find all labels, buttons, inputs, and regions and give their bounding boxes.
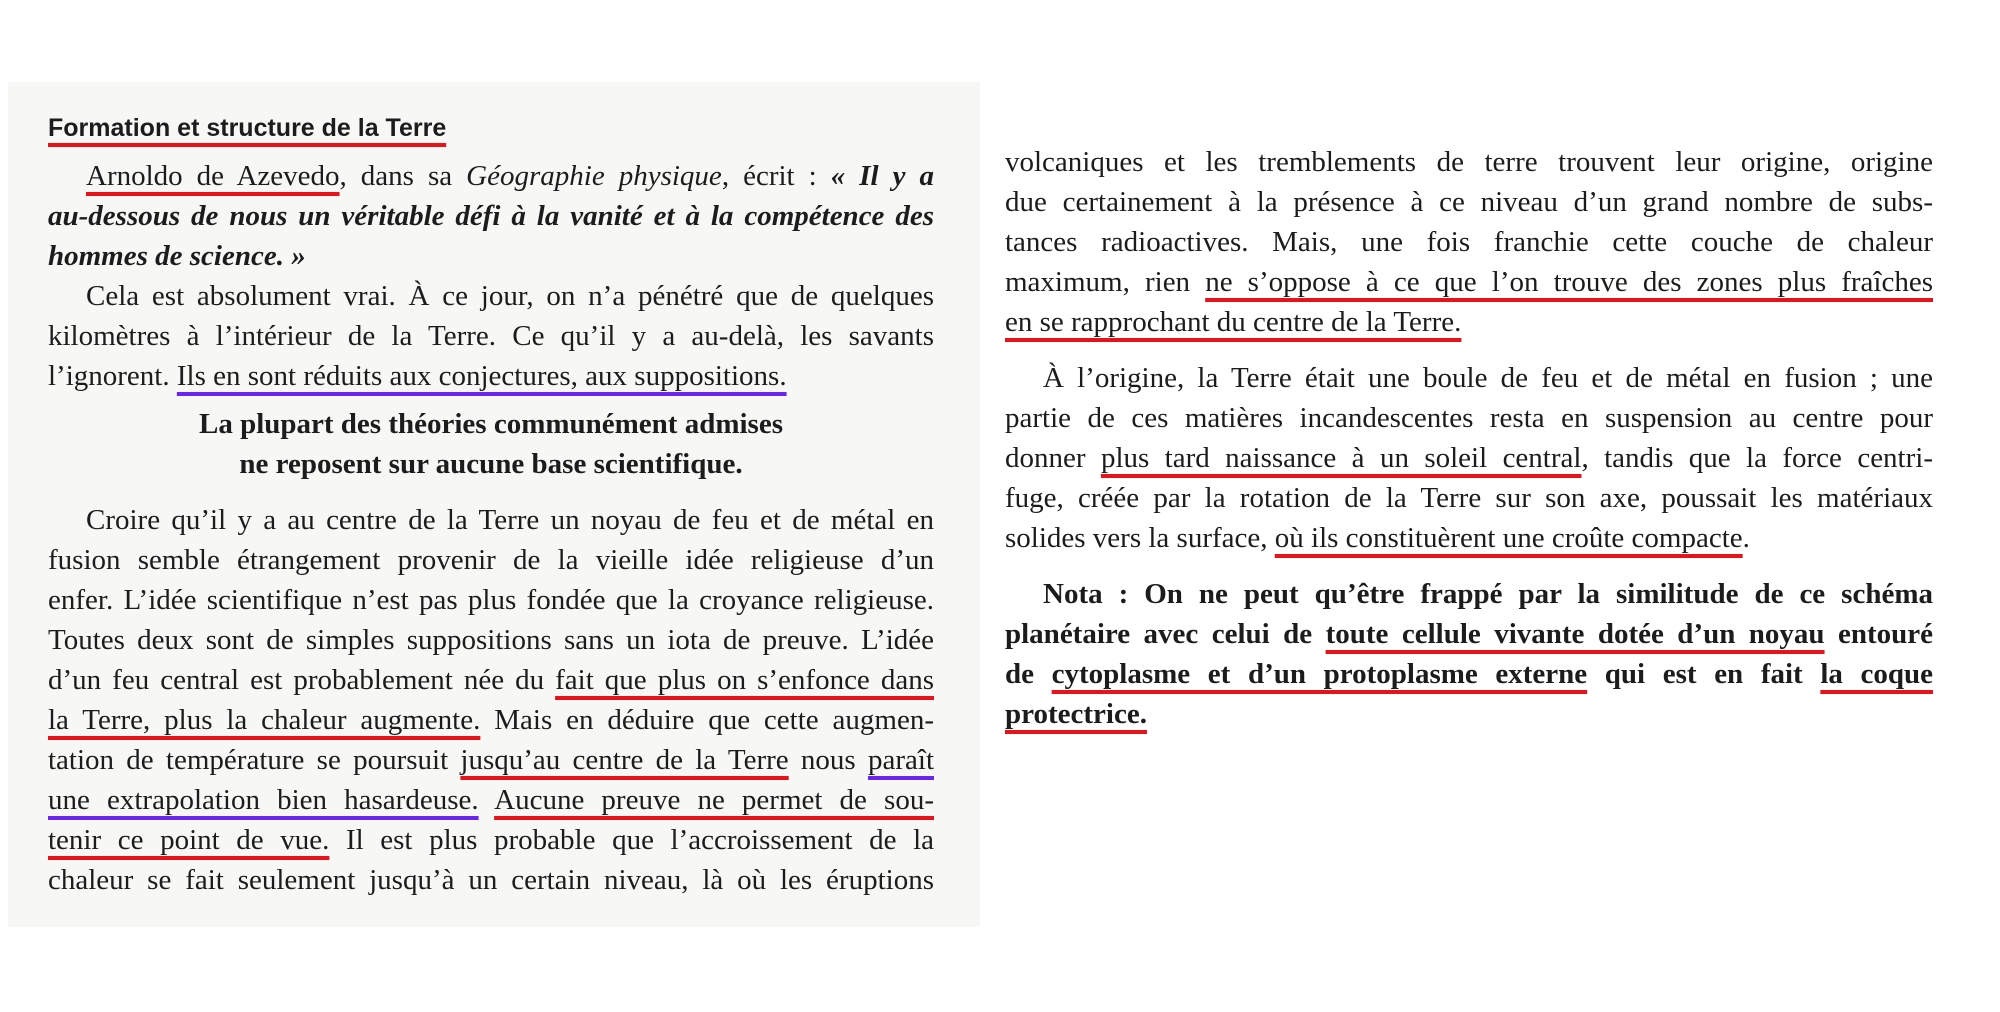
right-column xyxy=(1005,142,1933,734)
author-name: Arnoldo de Azevedo xyxy=(86,160,340,192)
paragraph-central-fire: Croire qu’il y a au centre de la Terre un noyau de feu et de métal en fusion semble étrangement provenir de la vieille idée religieuse d’un enfer. L’idée scientifique n’est pas plus fondée que la croyance religieuse. Toutes deux sont de simples suppositions sans un iota de preuve. L’idée d’un feu central est probablement née du fait que plus on s’enfonce dans la Terre, plus la chaleur augmente. Mais en déduire que cette augmen- tation de température se poursuit jusqu’au centre de la Terre nous paraît une extrapolation bien hasardeuse. Aucune preuve ne permet de sou- tenir ce point de vue. Il est plus probable que l’accroissement de la chaleur se fait seulement jusqu’à un certain niveau, là où les éruptions xyxy=(48,504,934,896)
paragraph-nota: Nota : On ne peut qu’être frappé par la similitude de ce schéma planétaire avec celui de toute cellule vivante dotée d’un noyau entouré de cytoplasme et d’un protoplasme externe qui est en fait la coque protectrice. xyxy=(1005,578,1934,730)
left-column xyxy=(48,108,934,900)
subheading-line-2: ne reposent sur aucune base scientifique. xyxy=(239,448,743,480)
section-title: Formation et structure de la Terre xyxy=(48,114,447,142)
paragraph-quote: Arnoldo de Azevedo, dans sa Géographie physique, écrit : « Il y a au-dessous de nous un véritable défi à la vanité et à la compétence des hommes de science. » xyxy=(48,160,934,272)
paragraph-origin: À l’origine, la Terre était une boule de feu et de métal en fusion ; une partie de ces matières incandescentes resta en suspension au centre pour donner plus tard naissance à un soleil central, tandis que la force centri- fuge, créée par la rotation de la Terre sur son axe, poussait les matériaux solides vers la surface, où ils constituèrent une croûte compacte. xyxy=(1005,362,1933,554)
book-title: Géographie physique xyxy=(466,160,722,192)
paragraph-continuation: volcaniques et les tremblements de terre trouvent leur origine, origine due certainement à la présence à ce niveau d’un grand nombre de subs- tances radioactives. Mais, une fois franchie cette couche de chaleur maximum, rien ne s’oppose à ce que l’on trouve des zones plus fraîches en se rapprochant du centre de la Terre. xyxy=(1005,146,1933,338)
paragraph-intro: Cela est absolument vrai. À ce jour, on n’a pénétré que de quelques kilomètres à l’intérieur de la Terre. Ce qu’il y a au-delà, les savants l’ignorent. Ils en sont réduits aux conjectures, aux suppositions. xyxy=(48,280,934,392)
subheading-line-1: La plupart des théories communément admises xyxy=(198,408,783,440)
